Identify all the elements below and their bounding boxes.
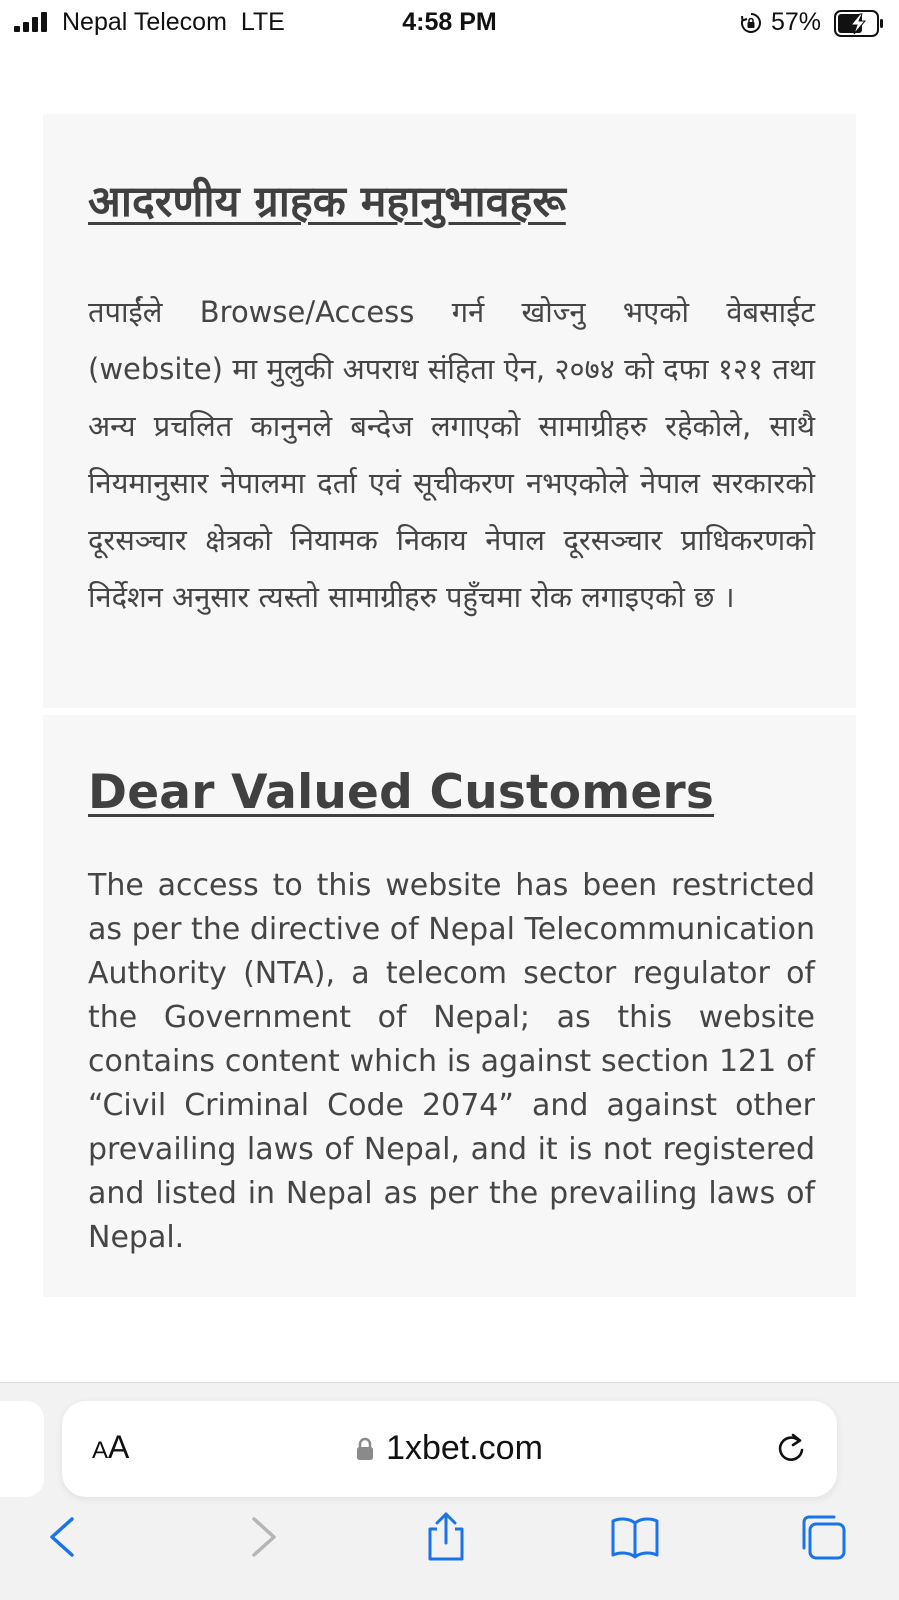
orientation-lock-icon xyxy=(739,11,763,35)
notice-body-nepali: तपाईंले Browse/Access गर्न खोज्नु भएको वेबसाईट (website) मा मुलुकी अपराध संहिता ऐन, २०७४ को दफा १२१ तथा अन्य प्रचलित कानुनले बन्देज लगाएको सामाग्रीहरु रहेकोले, साथै नियमानुसार नेपालमा दर्ता एवं सूचीकरण नभएकोले नेपाल सरकारको दूरसञ्चार क्षेत्रको नियामक निकाय नेपाल दूरसञ्चार प्राधिकरणको निर्देशन अनुसार त्यस्तो सामाग्रीहरु पहुँचमा रोक लगाइएको छ । xyxy=(88,295,815,614)
carrier-name: Nepal Telecom xyxy=(62,8,227,36)
notice-card-english xyxy=(43,715,856,1297)
reload-icon[interactable] xyxy=(773,1431,809,1467)
bookmarks-icon[interactable] xyxy=(609,1511,661,1563)
back-icon[interactable] xyxy=(40,1511,92,1563)
forward-icon[interactable] xyxy=(234,1511,286,1563)
previous-tab-preview[interactable] xyxy=(0,1401,44,1497)
notice-heading-nepali: आदरणीय ग्राहक महानुभावहरू xyxy=(88,177,566,227)
text-size-big-label: A xyxy=(108,1429,130,1465)
url-display[interactable] xyxy=(62,1429,837,1468)
battery-percentage: 57% xyxy=(771,8,822,36)
status-time: 4:58 PM xyxy=(402,8,497,36)
battery-charging-icon xyxy=(834,10,884,37)
share-icon[interactable] xyxy=(420,1511,472,1563)
lock-icon xyxy=(356,1437,374,1461)
tabs-icon[interactable] xyxy=(797,1511,849,1563)
url-text: 1xbet.com xyxy=(386,1429,543,1467)
address-bar[interactable] xyxy=(62,1401,837,1497)
network-type: LTE xyxy=(240,8,285,36)
text-size-small-label: A xyxy=(92,1437,109,1464)
notice-heading-english: Dear Valued Customers xyxy=(88,765,715,820)
notice-card-nepali xyxy=(43,114,856,708)
notice-body-english: The access to this website has been restricted as per the directive of Nepal Telecommunication Authority (NTA), a telecom sector regulator of the Government of Nepal; as this website contains content which is against section 121 of “Civil Criminal Code 2074” and against other prevailing laws of Nepal, and it is not registered and listed in Nepal as per the prevailing laws of Nepal. xyxy=(88,868,815,1255)
status-bar xyxy=(0,0,899,46)
browser-toolbar xyxy=(0,1382,899,1600)
